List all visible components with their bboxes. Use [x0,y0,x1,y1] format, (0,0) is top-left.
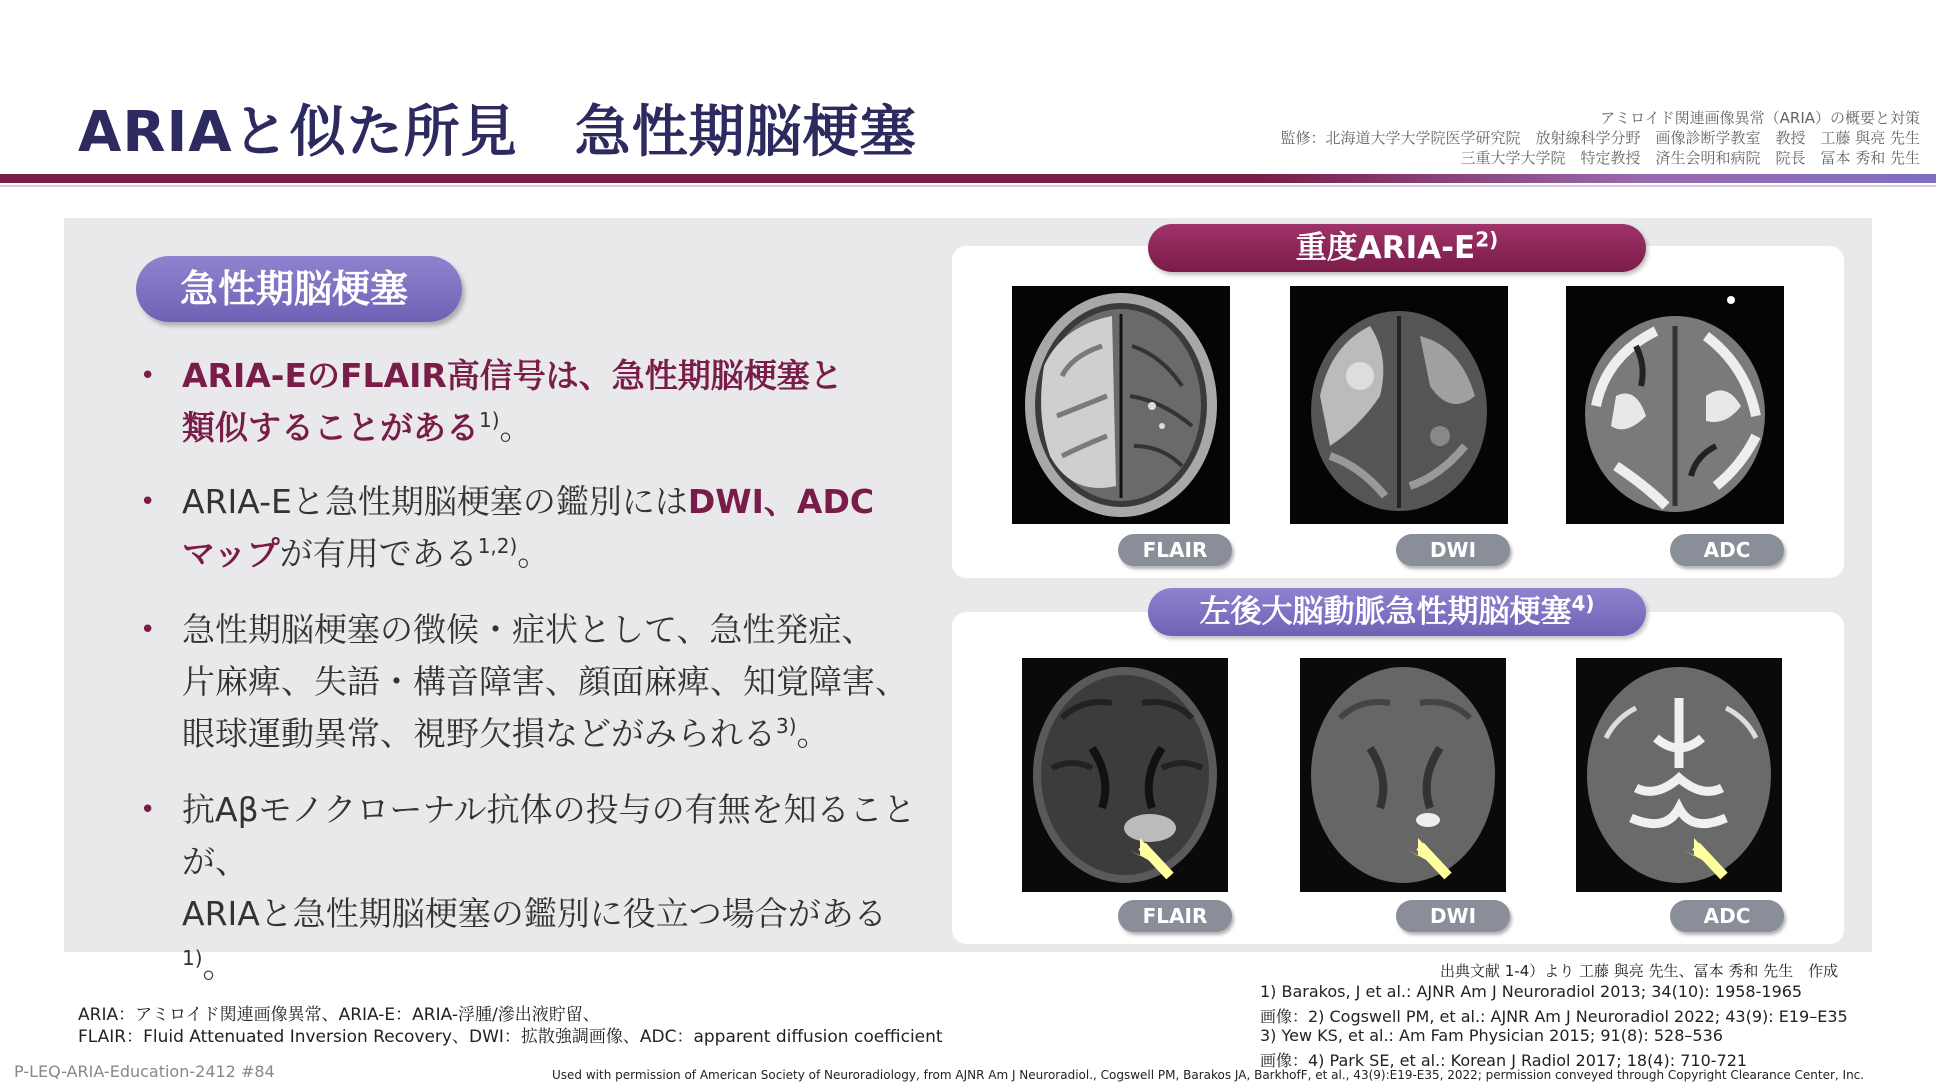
abbreviation-note: ARIA：アミロイド関連画像異常、ARIA-E：ARIA-浮腫/滲出液貯留、 [78,1005,600,1025]
bullet-item [140,604,940,760]
bullet-item [140,350,940,454]
section-title-aria-e: 重度ARIA-$E^{2)}$ [1148,224,1646,272]
abbreviation-note: FLAIR：Fluid Attenuated Inversion Recovery、DWI：拡散強調画像、ADC：apparent diffusion coefficient [78,1027,943,1047]
label-dwi: DWI [1396,534,1510,566]
supervisor-credits [1280,108,1920,168]
adc-aria-image [1566,286,1784,524]
bullet-text: 抗Aβモノクローナル抗体の投与の有無を知ることが、 ARIAと急性期脳梗塞の鑑別に役立つ場合がある$^{1)}$。 [182,790,916,985]
bullet-item [140,476,940,580]
source-note: 出典文献 1-4）より 工藤 與亮 先生、冨本 秀和 先生 作成 [1440,962,1839,980]
bullet-dot-icon: • [140,795,156,825]
label-adc: ADC [1670,900,1784,932]
document-id: P-LEQ-ARIA-Education-2412 #84 [14,1062,275,1081]
supervisor-line: アミロイド関連画像異常（ARIA）の概要と対策 [1600,109,1920,127]
label-flair: FLAIR [1118,534,1232,566]
label-dwi: DWI [1396,900,1510,932]
dwi-aria-image [1290,286,1508,524]
permission-note: Used with permission of American Society of Neuroradiology, from AJNR Am J Neuroradiol., Cogswell PM, Barakos JA, BarkhofF, et al., 43(9):E19-E35, 2022; permission conveyed through Copyright Clearance Center, Inc. [552,1068,1865,1082]
reference: 画像：2) Cogswell PM, et al.: AJNR Am J Neuroradiol 2022; 43(9): E19–E35 [1260,1007,1848,1026]
reference: 3) Yew KS, et al.: Am Fam Physician 2015; 91(8): 528–536 [1260,1026,1723,1045]
bullet-text: ARIA-Eと急性期脳梗塞の鑑別にはDWI、ADC マップが有用である$^{1,2)}$。 [182,482,875,573]
label-adc: ADC [1670,534,1784,566]
bullet-text: ARIA-EのFLAIR高信号は、急性期脳梗塞と 類似することがある$^{1)}$。 [182,356,843,447]
bullet-dot-icon: • [140,361,156,391]
bullet-text: 急性期脳梗塞の徴候・症状として、急性発症、 片麻痺、失語・構音障害、顔面麻痺、知覚障害、 眼球運動異常、視野欠損などがみられる$^{3)}$。 [182,610,908,753]
bullet-item [140,784,940,992]
bullet-dot-icon: • [140,487,156,517]
dwi-infarct-image [1300,658,1506,892]
supervisor-line: 監修：北海道大学大学院医学研究院 放射線科学分野 画像診断学教室 教授 工藤 與亮 先生 [1280,129,1920,147]
flair-infarct-image [1022,658,1228,892]
section-title-infarct: 左後大脳動脈急性期脳梗塞$^{4)}$ [1148,588,1646,636]
topic-badge: 急性期脳梗塞 [136,256,462,322]
flair-aria-image [1012,286,1230,524]
page-title: ARIAと似た所見 急性期脳梗塞 [78,100,917,165]
bullet-dot-icon: • [140,615,156,645]
adc-infarct-image [1576,658,1782,892]
reference: 1) Barakos, J et al.: AJNR Am J Neuroradiol 2013; 34(10): 1958-1965 [1260,982,1803,1001]
header-divider [0,174,1936,183]
label-flair: FLAIR [1118,900,1232,932]
reference: 画像：4) Park SE, et al.: Korean J Radiol 2017; 18(4): 710-721 [1260,1051,1748,1070]
supervisor-line: 三重大学大学院 特定教授 済生会明和病院 院長 冨本 秀和 先生 [1460,149,1920,167]
header-divider-thin [0,185,1936,187]
